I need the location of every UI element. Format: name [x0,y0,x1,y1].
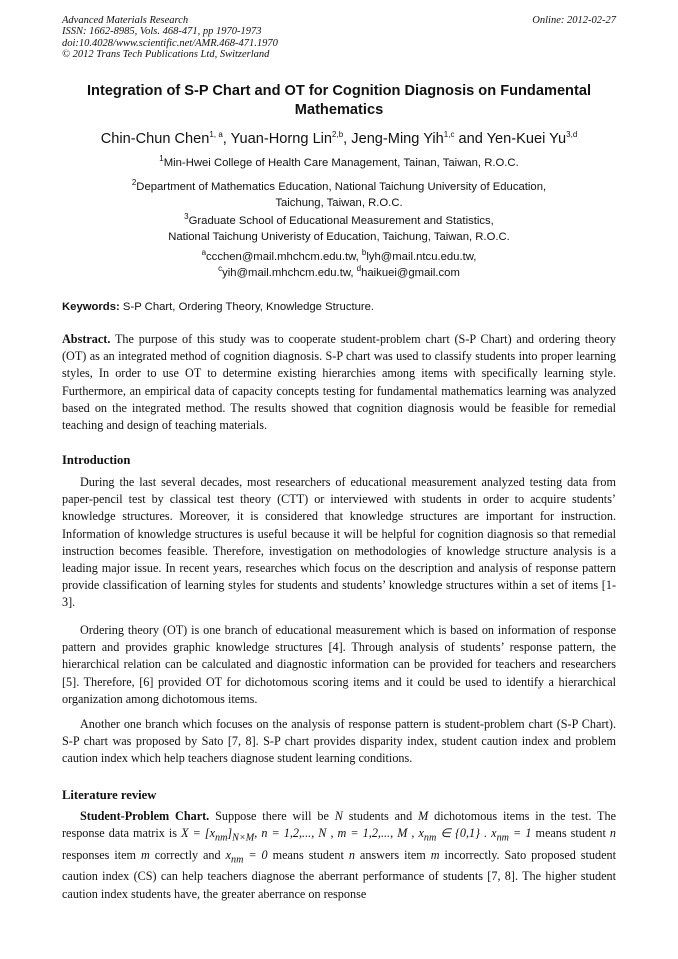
email-address[interactable]: lyh@mail.ntcu.edu.tw, [366,251,477,263]
author-affiliation-mark: 3,d [566,130,578,140]
author-name: Chin-Chun Chen [100,131,210,147]
text-run: responses item [62,847,141,862]
email-mark: a [201,248,207,258]
affiliation-3 [62,214,616,245]
text-run: students and [342,809,419,823]
affiliation-2 [62,180,616,211]
math-run: X = [x [181,826,215,841]
journal-doi: doi:10.4028/www.scientific.net/AMR.468-471.1970 [62,37,278,49]
journal-name: Advanced Materials Research [62,15,189,26]
text-run: correctly and [149,847,226,862]
author-separator: and [454,131,487,147]
math-run: , n = 1,2,..., N , m = 1,2,..., M , x [254,826,424,841]
affiliation-text: Department of Mathematics Education, National Taichung University of Education, [136,181,547,193]
affiliation-mark: 2 [131,178,137,188]
abstract-label: Abstract. [62,332,111,346]
online-date: Online: 2012-02-27 [532,15,616,26]
journal-copyright: © 2012 Trans Tech Publications Ltd, Switzerland [62,49,270,61]
email-address[interactable]: ccchen@mail.mhchcm.edu.tw, [206,251,362,263]
keywords-label: Keywords: [62,301,120,313]
math-run: ] [227,826,233,841]
math-run: ∈ {0,1} . x [436,826,497,841]
email-mark: c [218,263,223,273]
math-symbol: m [430,847,440,862]
affiliation-text: Graduate School of Educational Measurement and Statistics, [188,215,494,227]
math-subscript: N×M [232,832,255,844]
author-affiliation-mark: 2,b [332,130,344,140]
math-symbol: N [334,809,343,823]
keywords-text: S-P Chart, Ordering Theory, Knowledge Structure. [119,301,375,313]
math-symbol: n [609,826,616,841]
math-subscript: nm [496,832,509,844]
math-subscript: nm [215,832,228,844]
section-heading-introduction: Introduction [62,453,131,467]
email-address[interactable]: haikuei@gmail.com [361,266,460,279]
author-emails [62,250,616,281]
math-symbol: M [418,809,429,823]
email-mark: d [356,263,362,273]
affiliation-text: Min-Hwei College of Health Care Management, Tainan, Taiwan, R.O.C. [163,157,519,169]
zero-response-formula [225,847,268,866]
math-subscript: nm [423,832,437,844]
author-name: Yen-Kuei Yu [486,131,567,147]
author-affiliation-mark: 1,c [443,130,455,140]
affiliation-1 [62,156,616,172]
journal-header [62,15,616,61]
affiliation-mark: 1 [159,154,164,164]
intro-paragraph-3: Another one branch which focuses on the analysis of response pattern is student-problem chart (S-P Chart). S-P chart was proposed by Sato [7, 8]. S-P chart provides disparity index, student caution index and problem caution index which help teachers diagnose student learning conditions. [62,717,616,766]
author-list [62,130,616,148]
section-heading-literature: Literature review [62,788,157,802]
author-separator: , [222,131,231,147]
subsection-heading: Student-Problem Chart. [80,809,210,823]
text-run: means student [531,826,610,841]
journal-issn: ISSN: 1662-8985, Vols. 468-471, pp 1970-1973 [62,26,262,38]
author-name: Yuan-Horng Lin [230,131,333,147]
math-symbol: n [348,847,355,862]
response-matrix-formula [181,826,532,844]
math-subscript: nm [230,854,244,866]
text-run: answers item [354,847,431,862]
math-run: x [225,847,231,862]
math-symbol: m [140,847,150,862]
intro-paragraph-2: Ordering theory (OT) is one branch of educational measurement which is based on information of response pattern and provides graphic knowledge structures [4]. Through analysis of students’ response pattern, the hierarchical relation can be calculated and diagnostic information can be provided for teachers and researchers [5]. Therefore, [6] provided OT for dichotomous scoring items and it could be used to identify a hierarchical organization among dichotomous items. [62,623,616,706]
text-run: Suppose there will be [209,809,335,823]
affiliation-text: Taichung, Taiwan, R.O.C. [275,196,403,209]
affiliation-text: National Taichung Univeristy of Education, Taichung, Taiwan, R.O.C. [168,230,510,243]
author-name: Jeng-Ming Yih [351,131,444,147]
math-run: = 0 [243,847,268,862]
text-run: dichotomous items in the test. The response data matrix is [62,809,617,841]
keywords [62,300,616,314]
affiliation-mark: 3 [184,212,189,222]
math-run: = 1 [509,826,532,841]
abstract [62,331,616,434]
text-run: means student [267,847,349,862]
literature-paragraph-1 [62,808,616,903]
abstract-text: The purpose of this study was to cooperate student-problem chart (S-P Chart) and ordering theory (OT) as an integrated method of cognition diagnosis. S-P chart was used to classify students into proper learning styles, In order to use OT to determine existing hierarchies among items with specifically learning style. Furthermore, an empirical data of capacity concepts testing for fundamental mathematics learning was analyzed based on the integrated method. The results showed that cognition diagnosis would be feasible for remedial teaching and design of teaching materials. [62,332,616,433]
email-mark: b [361,248,367,258]
intro-paragraph-1: During the last several decades, most researchers of educational measurement analyzed testing data from paper-pencil test by classical test theory (CTT) or interviewed with students in order to acquire students’ knowledge structures. Moreover, it is considered that knowledge structures are important for instruction. Information of knowledge structures is useful because it will be helpful for cognition diagnosis so that remedial instruction becomes feasible. Therefore, investigation on methodologies of knowledge structure analysis is a leading major issue. In recent years, researches which focus on the description and analysis of response pattern provide classification of learning styles for students and students’ knowledge structures within a set of items [1-3]. [62,475,616,610]
text-run: incorrectly. Sato proposed student caution index (CS) can help teachers diagnose the aberrant performance of students [7, 8]. The higher student caution index students have, the greater aberrance on response [62,847,616,901]
paper-title: Integration of S-P Chart and OT for Cognition Diagnosis on Fundamental Mathematics [86,83,592,118]
email-address[interactable]: yih@mail.mhchcm.edu.tw, [222,266,357,279]
author-affiliation-mark: 1, a [209,130,223,140]
author-separator: , [343,131,352,147]
